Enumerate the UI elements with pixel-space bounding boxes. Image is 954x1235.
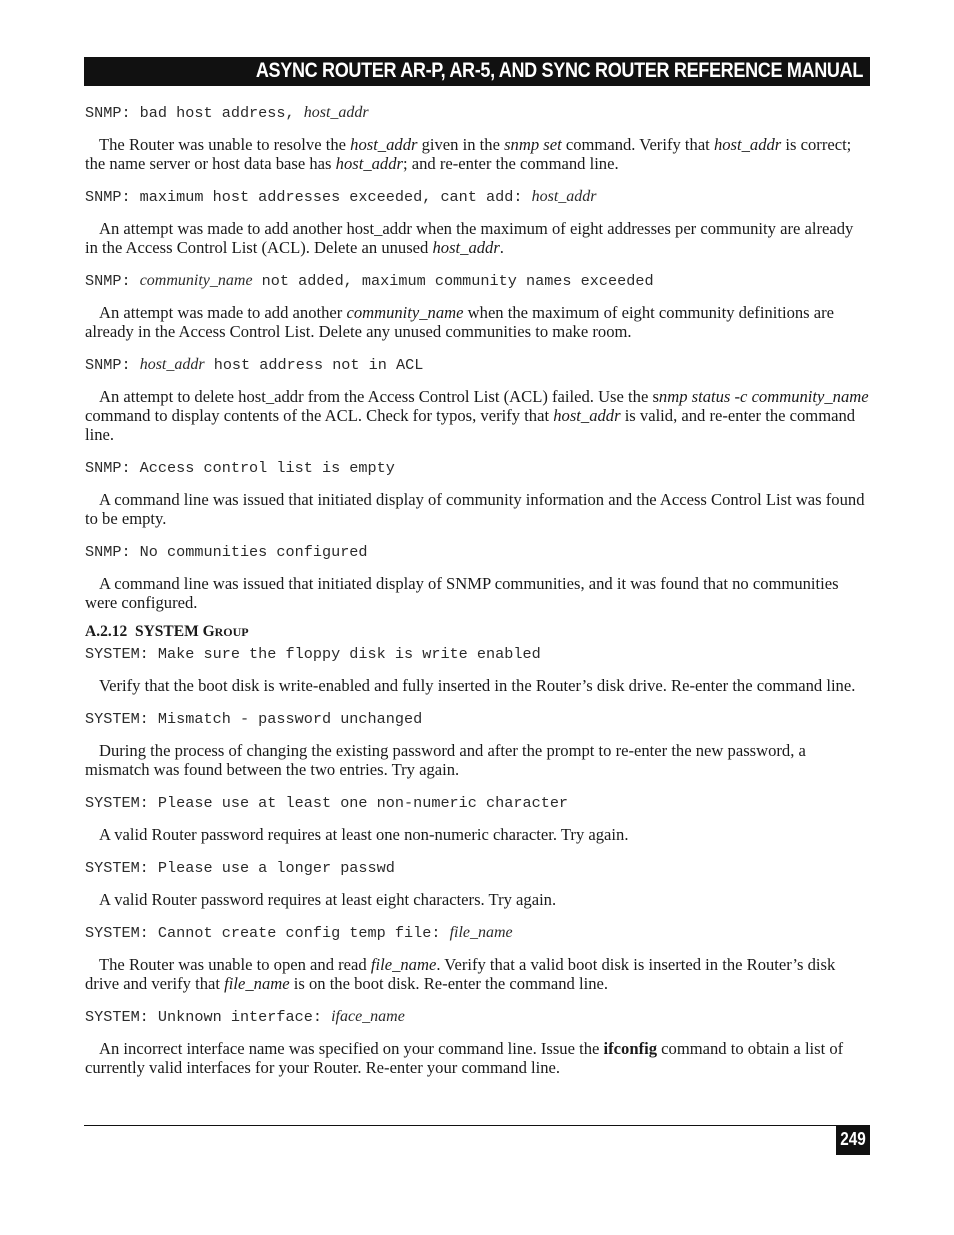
explanation-paragraph: An attempt to delete host_addr from the Access Control List (ACL) failed. Use the snmp status -c community_name command to display contents of the ACL. Check for typos, verify that host_addr is valid, and re-enter the command line.	[85, 387, 869, 444]
explanation-paragraph: An incorrect interface name was specified on your command line. Issue the ifconfig command to obtain a list of currently valid interfaces for your Router. Re-enter your command line.	[85, 1039, 844, 1077]
error-message: SYSTEM: Please use a longer passwd	[85, 859, 395, 877]
explanation-paragraph: During the process of changing the existing password and after the prompt to re-enter the new password, a mismatch was found between the two entries. Try again.	[85, 741, 806, 779]
explanation-paragraph: Verify that the boot disk is write-enabled and fully inserted in the Router’s disk drive. Re-enter the command line.	[99, 676, 856, 695]
explanation-paragraph: A valid Router password requires at least one non-numeric character. Try again.	[99, 825, 629, 844]
error-message: SNMP: community_name not added, maximum community names exceeded	[85, 272, 654, 290]
explanation-paragraph: A valid Router password requires at least eight characters. Try again.	[99, 890, 557, 909]
error-message: SYSTEM: Make sure the floppy disk is write enabled	[85, 645, 541, 663]
error-message: SNMP: Access control list is empty	[85, 459, 395, 477]
explanation-paragraph: The Router was unable to resolve the host_addr given in the snmp set command. Verify that host_addr is correct; the name server or host data base has host_addr; and re-enter the command line.	[85, 135, 852, 173]
error-message: SYSTEM: Cannot create config temp file: file_name	[85, 924, 513, 942]
error-message: SYSTEM: Unknown interface: iface_name	[85, 1008, 405, 1026]
explanation-paragraph: A command line was issued that initiated display of SNMP communities, and it was found that no communities were configured.	[85, 574, 839, 612]
error-message: SNMP: No communities configured	[85, 543, 368, 561]
explanation-paragraph: The Router was unable to open and read file_name. Verify that a valid boot disk is inserted in the Router’s disk drive and verify that file_name is on the boot disk. Re-enter the command line.	[85, 955, 836, 993]
error-message: SYSTEM: Please use at least one non-numeric character	[85, 794, 569, 812]
explanation-paragraph: A command line was issued that initiated display of community information and the Access Control List was found to be empty.	[85, 490, 865, 528]
error-message: SNMP: host_addr host address not in ACL	[85, 356, 424, 374]
footer-rule	[84, 1125, 870, 1126]
page-body	[85, 103, 869, 1077]
manual-title: ASYNC ROUTER AR-P, AR-5, AND SYNC ROUTER REFERENCE MANUAL	[255, 59, 863, 82]
header-bar	[84, 57, 870, 86]
error-message: SYSTEM: Mismatch - password unchanged	[85, 710, 423, 728]
page-number: 249	[836, 1125, 870, 1155]
explanation-paragraph: An attempt was made to add another community_name when the maximum of eight community definitions are already in the Access Control List. Delete any unused communities to make room.	[85, 303, 835, 341]
error-message: SNMP: bad host address, host_addr	[85, 104, 369, 122]
explanation-paragraph: An attempt was made to add another host_addr when the maximum of eight addresses per community are already in the Access Control List (ACL). Delete an unused host_addr.	[85, 219, 854, 257]
section-heading: A.2.12 SYSTEM GROUP	[85, 623, 249, 640]
error-message: SNMP: maximum host addresses exceeded, cant add: host_addr	[85, 188, 597, 206]
